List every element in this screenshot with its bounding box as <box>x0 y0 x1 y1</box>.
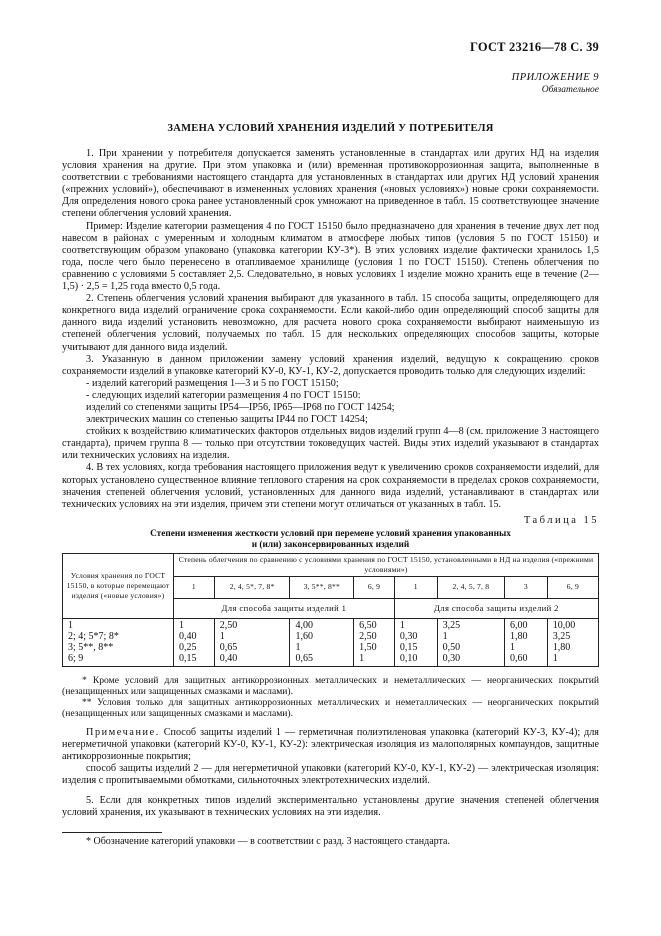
value: 1 <box>442 631 448 643</box>
paragraph-3-tail: стойких к воздействию климатических факторов отдельных видов изделий групп 4—8 (см. приложение 3 настоящего стандарта), причем группа 8 — только при отсутствии токоведущих частей. Виды этих изделий указывают в стандартах или технических условиях на изделия. <box>62 426 599 462</box>
list-item: изделий со степенями защиты IP54—IP56, IP65—IP68 по ГОСТ 14254; <box>86 401 395 413</box>
value-cell <box>214 618 290 666</box>
value-cell <box>437 618 504 666</box>
paragraph-1: 1. При хранении у потребителя допускается заменять установленные в стандартах или других НД на изделия условия хранения на другие. При этом упаковка и (или) временная противокоррозионная защита, выполненные в соответствии с требованиями настоящего стандарта для установленных в стандартах или других НД условий хранения («прежних условий»), обеспечивают в измененных условиях хранения («новых условиях») новые сроки сохраняемости. Для определения нового срока ранее установленный срок умножают на приведенное в табл. 15 соответствующее значение степени облегчения условий хранения. <box>62 148 599 220</box>
list-item: - следующих изделий категории размещения 4 по ГОСТ 15150: <box>86 389 361 401</box>
storage-conditions-table <box>62 553 599 667</box>
value: 2,50 <box>359 631 377 643</box>
value: 0,60 <box>510 653 528 665</box>
document-page <box>62 40 599 848</box>
example-paragraph: Пример: Изделие категории размещения 4 по ГОСТ 15150 было предназначено для хранения в течение двух лет под навесом в районах с умеренным и холодным климатом в атмосфере любых типов (условия 5 по ГОСТ 15150) и соответствующим образом упаковано (упаковка категории КУ-3*). В этих условиях изделие фактически хранилось 1,5 года, после чего было перенесено в отапливаемое хранилище (условия 1 по ГОСТ 15150). Степень облегчения по сравнению с условиями 5 составляет 2,5. Следовательно, в новых условиях 1 изделие можно хранить еще в течение (2—1,5) · 2,5 = 1,25 года вместо 0,5 года. <box>62 220 599 293</box>
column-group-header: Степень облегчения по сравнению с условиями хранения по ГОСТ 15150, установленными в НД на изделия («прежними условиями») <box>174 553 599 576</box>
table-footnotes <box>62 675 599 719</box>
standard-reference: ГОСТ 23216—78 С. 39 <box>470 40 599 54</box>
value: 0,30 <box>442 653 461 665</box>
value: 0,50 <box>442 642 461 654</box>
paragraph-2: 2. Степень облегчения условий хранения выбирают для указанного в табл. 15 способа защиты, определяющего для конкретного вида изделий ограничение срока сохраняемости. Если какой-либо один определяющий способ защиты для данного вида изделий установить невозможно, для расчета нового срока сохраняемости выбирают наименьшую из степеней облегчения условий, получаемых по табл. 15 для нескольких определяющих способов защиты, которые учитывают для данного вида изделий. <box>62 293 599 353</box>
row-label: 3; 5**, 8** <box>68 642 114 654</box>
page-footnote: * Обозначение категорий упаковки — в соответствии с разд. 3 настоящего стандарта. <box>86 836 450 848</box>
column-header: 3, 5**, 8** <box>290 576 354 598</box>
paragraph-5: 5. Если для конкретных типов изделий экспериментально установлены другие значения степеней облегчения условий хранения, их указывают в технических условиях на эти изделия. <box>62 795 599 819</box>
value: 0,15 <box>179 653 197 665</box>
value: 6,00 <box>510 619 528 631</box>
footnote-double-star: ** Условия только для защитных антикоррозионных металлических и неметаллических — неорганических покрытий (незащищенных или защищенных смазками и маслами). <box>62 696 599 719</box>
column-header: 1 <box>394 576 437 598</box>
footnote-single-star: * Кроме условий для защитных антикоррозионных металлических и неметаллических — неорганических покрытий (незащищенных или защищенных смазками и маслами). <box>62 674 599 697</box>
page-title: ЗАМЕНА УСЛОВИЙ ХРАНЕНИЯ ИЗДЕЛИЙ У ПОТРЕБИТЕЛЯ <box>167 123 494 134</box>
note-text: Способ защиты изделий 1 — герметичная полиэтиленовая упаковка (категорий КУ-3, КУ-4); для негерметичной упаковки (категорий КУ-0, КУ-1, КУ-2): электрическая изоляция из малополярных компаундов, защитные антикоррозионные покрытия; <box>62 726 599 762</box>
value: 6,50 <box>359 619 377 631</box>
value: 0,25 <box>179 642 197 654</box>
paragraph-3: 3. Указанную в данном приложении замену условий хранения изделий, ведущую к сокращению сроков сохраняемости изделий в упаковке категорий КУ-0, КУ-1, КУ-2, допускается проводить только для следующих изделий: <box>62 353 599 377</box>
row-label: 2; 4; 5*7; 8* <box>68 631 119 643</box>
value-cell <box>174 618 215 666</box>
value: 1 <box>359 653 365 665</box>
column-header: 3 <box>505 576 548 598</box>
value: 0,40 <box>179 631 197 643</box>
value: 0,65 <box>295 653 313 665</box>
appendix-status: Обязательное <box>541 85 599 95</box>
body-text <box>62 148 599 511</box>
value: 10,00 <box>552 619 576 631</box>
value: 0,40 <box>219 653 238 665</box>
method-1-header: Для способа защиты изделий 1 <box>174 598 395 618</box>
value: 2,50 <box>219 619 238 631</box>
table-row <box>63 618 599 666</box>
value: 1,50 <box>359 642 377 654</box>
row-label: 1 <box>68 619 73 631</box>
value: 1 <box>179 619 184 631</box>
value-cell <box>547 618 598 666</box>
note-label: Примечание. <box>86 726 160 738</box>
value: 0,30 <box>399 631 418 643</box>
value-cell <box>505 618 548 666</box>
value: 1,80 <box>510 631 528 643</box>
value: 1 <box>399 619 405 631</box>
value: 1 <box>219 631 225 643</box>
value: 1 <box>552 653 558 665</box>
footnote-divider <box>62 832 162 833</box>
list-item: - изделий категорий размещения 1—3 и 5 по ГОСТ 15150; <box>86 377 339 389</box>
value-cell <box>354 618 395 666</box>
paragraph-4: 4. В тех условиях, когда требования настоящего приложения ведут к увеличению сроков сохраняемости изделий, для которых установлено существенное влияние теплового старения на срок сохраняемости в пределах сроков сохраняемости, значения степеней облегчения условий, установленных для данного вида изделий, устанавливают в стандартах или технических условиях на эти изделия, причем эти степени могут отличаться от указанных в табл. 15. <box>62 462 599 510</box>
value: 3,25 <box>552 631 571 643</box>
table-number: Таблица 15 <box>523 514 599 526</box>
value: 0,15 <box>399 642 418 654</box>
value: 0,10 <box>399 653 418 665</box>
appendix-label: ПРИЛОЖЕНИЕ 9 <box>511 72 599 83</box>
column-header: 2, 4, 5, 7, 8 <box>437 576 504 598</box>
row-labels-cell <box>63 618 174 666</box>
value: 1,60 <box>295 631 313 643</box>
value: 3,25 <box>442 619 461 631</box>
paragraph-5-block <box>62 795 599 819</box>
table-caption-line: и (или) законсервированных изделий <box>251 539 410 550</box>
note-paragraph-2: способ защиты изделий 2 — для негерметичной упаковки (категорий КУ-0, КУ-1, КУ-2) — электрическая изоляция: изделия с пропитываемыми обмотками, сильноточных электротехнических изделий. <box>62 762 599 786</box>
column-header: 2, 4, 5*, 7, 8* <box>214 576 290 598</box>
value: 1 <box>295 642 301 654</box>
row-header-cell: Условия хранения по ГОСТ 15150, в которые перемещают изделия («новые условия») <box>63 553 174 618</box>
row-label: 6; 9 <box>68 653 84 665</box>
column-header: 6, 9 <box>354 576 395 598</box>
appendix-heading <box>62 71 599 97</box>
value-cell <box>290 618 354 666</box>
method-2-header: Для способа защиты изделий 2 <box>394 598 598 618</box>
value: 4,00 <box>295 619 313 631</box>
table-caption <box>62 529 599 551</box>
table-caption-line: Степени изменения жесткости условий при перемене условий хранения упакованных <box>150 528 511 539</box>
value: 1,80 <box>552 642 571 654</box>
value: 0,65 <box>219 642 238 654</box>
value: 1 <box>510 642 516 654</box>
note-paragraph <box>62 727 599 763</box>
value-cell <box>394 618 437 666</box>
column-header: 1 <box>174 576 215 598</box>
column-header: 6, 9 <box>547 576 598 598</box>
list-item: электрических машин со степенью защиты IP44 по ГОСТ 14254; <box>86 414 368 426</box>
table-note <box>62 727 599 787</box>
